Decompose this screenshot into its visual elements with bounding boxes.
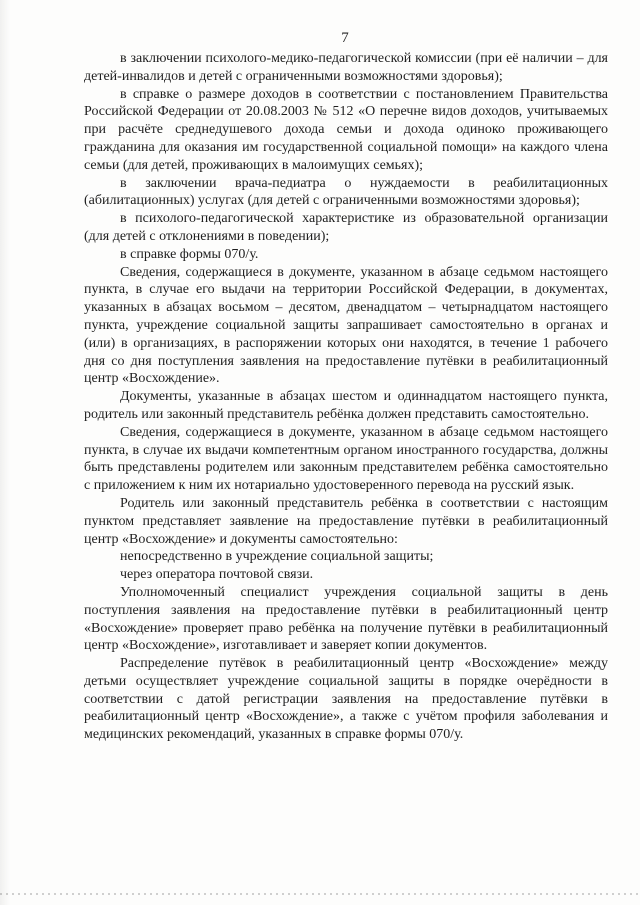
paragraph-6: Сведения, содержащиеся в документе, указанном в абзаце седьмом настоящего пункта, в случае его выдачи на территории Российской Федерации, в документах, указанных в абзацах восьмом – десятом, двенадцатом – четырнадцатом настоящего пункта, учреждение социальной защиты запрашивает самостоятельно в органах и (или) в организациях, в распоряжении которых они находятся, в течение 1 рабочего дня со дня поступления заявления на предоставление путёвки в реабилитационный центр «Восхождение».	[84, 264, 608, 387]
paragraph-8: Сведения, содержащиеся в документе, указанном в абзаце седьмом настоящего пункта, в случае их выдачи компетентным органом иностранного государства, должны быть представлены родителем или законным представителем ребёнка самостоятельно с приложением к ним их нотариально удостоверенного перевода на русский язык.	[84, 424, 608, 494]
paragraph-3: в заключении врача-педиатра о нуждаемости в реабилитационных (абилитационных) услугах (для детей с ограниченными возможностями здоровья);	[84, 175, 608, 209]
scan-shadow-edge	[0, 0, 10, 905]
paragraph-4: в психолого-педагогической характеристике из образовательной организации (для детей с отклонениями в поведении);	[84, 211, 608, 244]
paragraph-11: через оператора почтовой связи.	[120, 567, 314, 583]
paragraph-12: Уполномоченный специалист учреждения социальной защиты в день поступления заявления на предоставление путёвки в реабилитационный центр «Восхождение» проверяет право ребёнка на получение путёвки в реабилитационный центр «Восхождение», изготавливает и заверяет копии документов.	[84, 584, 608, 654]
paragraph-5: в справке формы 070/у.	[120, 246, 259, 262]
paragraph-13: Распределение путёвок в реабилитационный центр «Восхождение» между детьми осуществляет учреждение социальной защиты в порядке очерёдности в соответствии с датой регистрации заявления на предоставление путёвки в реабилитационный центр «Восхождение», а также с учётом профиля заболевания и медицинских рекомендаций, указанных в справке формы 070/у.	[84, 656, 608, 743]
paragraph-10: непосредственно в учреждение социальной защиты;	[120, 549, 434, 565]
document-body	[84, 50, 608, 744]
paragraph-2: в справке о размере доходов в соответствии с постановлением Правительства Российской Федерации от 20.08.2003 № 512 «О перечне видов доходов, учитываемых при расчёте среднедушевого дохода семьи и дохода одиноко проживающего гражданина для оказания им государственной социальной помощи» на каждого члена семьи (для детей, проживающих в малоимущих семьях);	[84, 86, 608, 173]
scan-artifact-bottom	[0, 893, 640, 895]
paragraph-9: Родитель или законный представитель ребёнка в соответствии с настоящим пунктом представляет заявление на предоставление путёвки в реабилитационный центр «Восхождение» и документы самостоятельно:	[84, 495, 608, 547]
paragraph-7: Документы, указанные в абзацах шестом и одиннадцатом настоящего пункта, родитель или законный представитель ребёнка должен представить самостоятельно.	[84, 389, 608, 422]
page-number: 7	[341, 30, 349, 46]
paragraph-1: в заключении психолого-медико-педагогической комиссии (при её наличии – для детей-инвалидов и детей с ограниченными возможностями здоровья);	[84, 51, 608, 84]
